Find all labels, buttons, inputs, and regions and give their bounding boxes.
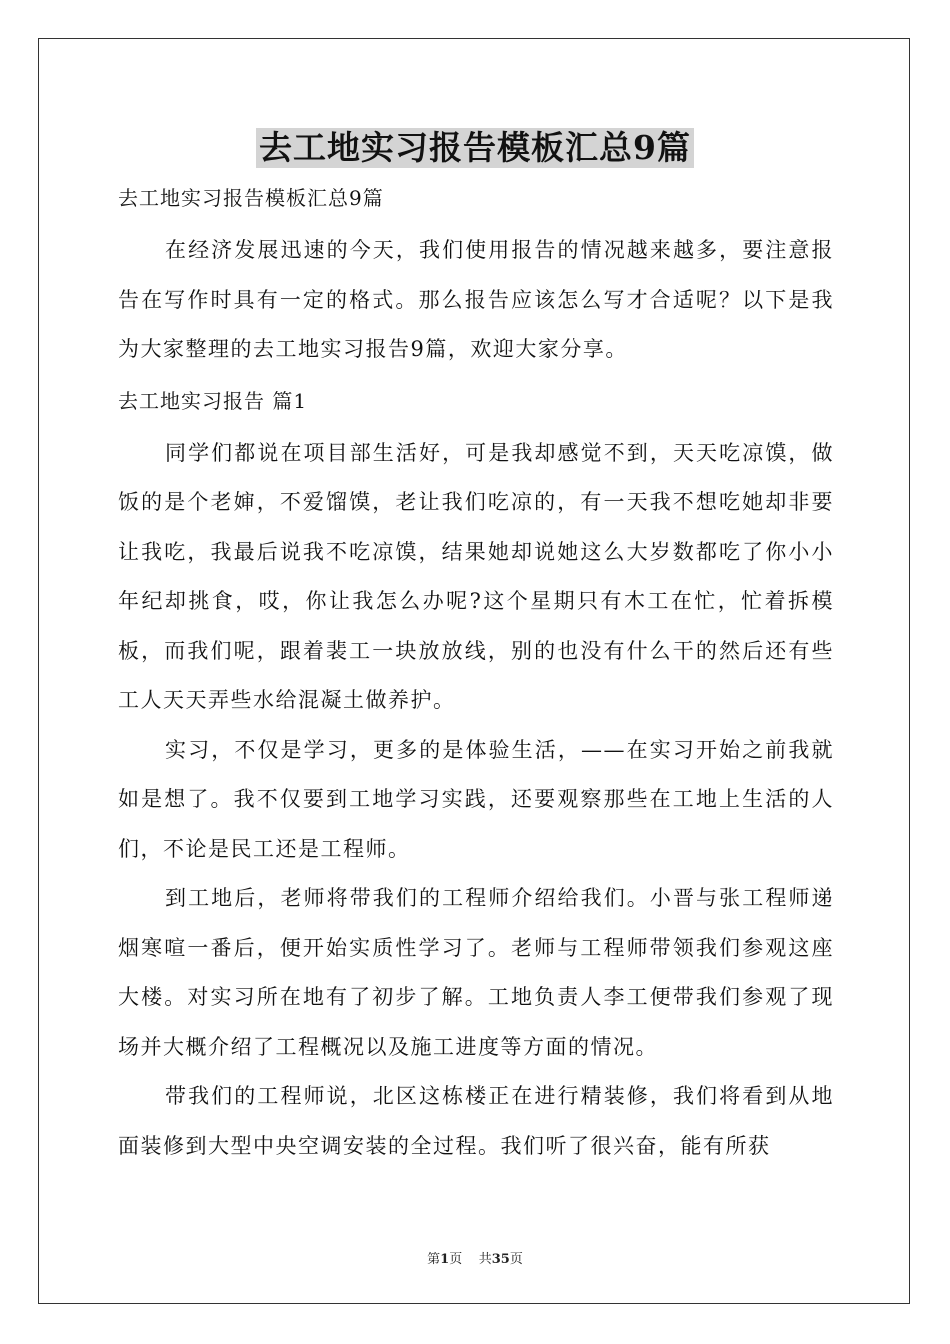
page-current: 1 bbox=[440, 1252, 450, 1267]
intro-paragraph: 在经济发展迅速的今天，我们使用报告的情况越来越多，要注意报告在写作时具有一定的格式。那么报告应该怎么写才合适呢？以下是我为大家整理的去工地实习报告9篇，欢迎大家分享。 bbox=[118, 238, 834, 361]
document-subtitle: 去工地实习报告模板汇总9篇 bbox=[118, 186, 384, 210]
body-paragraph: 同学们都说在项目部生活好，可是我却感觉不到，天天吃凉馍，做饭的是个老婶，不爱馏馍，老让我们吃凉的，有一天我不想吃她却非要让我吃，我最后说我不吃凉馍，结果她却说她这么大岁数都吃了你小小年纪却挑食，哎，你让我怎么办呢?这个星期只有木工在忙，忙着拆模板，而我们呢，跟着裴工一块放放线，别的也没有什么干的然后还有些工人天天弄些水给混凝土做养护。 bbox=[118, 440, 834, 712]
body-paragraph: 到工地后，老师将带我们的工程师介绍给我们。小晋与张工程师递烟寒喧一番后，便开始实质性学习了。老师与工程师带领我们参观这座大楼。对实习所在地有了初步了解。工地负责人李工便带我们参观了现场并大概介绍了工程概况以及施工进度等方面的情况。 bbox=[118, 886, 834, 1059]
total-prefix: 共 bbox=[478, 1252, 492, 1267]
title-block bbox=[0, 128, 950, 168]
page-suffix: 页 bbox=[449, 1252, 463, 1267]
document-title: 去工地实习报告模板汇总9篇 bbox=[256, 128, 694, 168]
section-heading: 去工地实习报告 篇1 bbox=[118, 388, 308, 413]
body-paragraph: 带我们的工程师说，北区这栋楼正在进行精装修，我们将看到从地面装修到大型中央空调安装的全过程。我们听了很兴奋，能有所获 bbox=[118, 1084, 834, 1158]
page-prefix: 第 bbox=[427, 1252, 441, 1267]
page-total: 35 bbox=[491, 1252, 510, 1267]
total-suffix: 页 bbox=[509, 1252, 523, 1267]
body-paragraph: 实习，不仅是学习，更多的是体验生活，——在实习开始之前我就如是想了。我不仅要到工地学习实践，还要观察那些在工地上生活的人们，不论是民工还是工程师。 bbox=[118, 737, 834, 861]
document-body bbox=[118, 178, 834, 1171]
page-footer bbox=[0, 1248, 950, 1267]
